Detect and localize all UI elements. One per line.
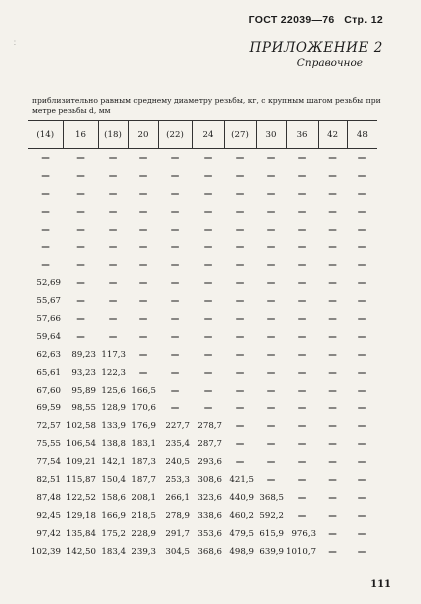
table-cell: — bbox=[203, 260, 213, 271]
table-cell: — bbox=[138, 278, 148, 289]
table-cell: — bbox=[357, 492, 367, 503]
column-header: 48 bbox=[347, 121, 377, 149]
table-cell: — bbox=[328, 510, 337, 521]
table-cell: — bbox=[170, 349, 180, 360]
table-cell: 89,23 bbox=[71, 349, 96, 360]
table-cell: — bbox=[328, 457, 337, 468]
table-cell: 338,6 bbox=[197, 510, 222, 521]
table-row bbox=[28, 435, 377, 453]
table-cell: — bbox=[297, 421, 307, 432]
table-cell: 240,5 bbox=[165, 457, 190, 468]
table-cell: — bbox=[108, 331, 118, 342]
table-row bbox=[28, 167, 377, 185]
table-cell: — bbox=[203, 242, 213, 253]
table-cell: — bbox=[235, 152, 245, 163]
table-cell: — bbox=[297, 439, 307, 450]
table-cell: 615,9 bbox=[259, 528, 284, 539]
table-cell: — bbox=[357, 403, 367, 414]
table-row bbox=[28, 238, 377, 256]
table-cell: — bbox=[235, 206, 245, 217]
table-cell: — bbox=[328, 349, 337, 360]
table-cell: 133,9 bbox=[101, 421, 126, 432]
table-cell: 253,3 bbox=[165, 474, 190, 485]
table-cell: — bbox=[203, 152, 213, 163]
table-cell: 183,1 bbox=[131, 439, 156, 450]
table-row bbox=[28, 149, 377, 167]
page-number: 111 bbox=[370, 579, 391, 590]
table-cell: 125,6 bbox=[101, 385, 126, 396]
table-cell: 59,64 bbox=[36, 331, 61, 342]
table-cell: — bbox=[170, 260, 180, 271]
standard-number: ГОСТ 22039—76 bbox=[248, 14, 335, 26]
table-row bbox=[28, 292, 377, 310]
table-cell: — bbox=[138, 313, 148, 324]
table-cell: — bbox=[266, 367, 276, 378]
table-cell: 72,57 bbox=[36, 421, 61, 432]
table-cell: — bbox=[138, 170, 148, 181]
table-cell: — bbox=[297, 206, 307, 217]
table-row bbox=[28, 543, 377, 561]
table-cell: — bbox=[266, 457, 276, 468]
table-cell: 102,58 bbox=[65, 421, 96, 432]
table-cell: — bbox=[297, 349, 307, 360]
table-cell: 115,87 bbox=[65, 474, 96, 485]
table-cell: — bbox=[235, 242, 245, 253]
table-caption: приблизительно равным среднему диаметру резьбы, кг, с крупным шагом резьбы при метре резьбы d, мм bbox=[32, 96, 381, 115]
table-cell: 440,9 bbox=[229, 492, 254, 503]
table-cell: 368,5 bbox=[259, 492, 284, 503]
table-row bbox=[28, 203, 377, 221]
table-cell: — bbox=[328, 224, 337, 235]
table-cell: — bbox=[328, 170, 337, 181]
table-cell: — bbox=[138, 206, 148, 217]
table-cell: — bbox=[328, 278, 337, 289]
table-cell: — bbox=[328, 367, 337, 378]
table-cell: — bbox=[328, 546, 337, 557]
table-cell: — bbox=[76, 152, 85, 163]
table-cell: — bbox=[203, 385, 213, 396]
table-cell: — bbox=[170, 188, 180, 199]
table-cell: — bbox=[203, 331, 213, 342]
table-cell: — bbox=[76, 242, 85, 253]
table-cell: — bbox=[235, 260, 245, 271]
table-cell: — bbox=[266, 170, 276, 181]
table-cell: — bbox=[170, 278, 180, 289]
table-cell: 293,6 bbox=[197, 457, 222, 468]
table-cell: — bbox=[76, 260, 85, 271]
table-cell: — bbox=[266, 278, 276, 289]
table-cell: — bbox=[328, 439, 337, 450]
table-cell: — bbox=[297, 242, 307, 253]
table-cell: — bbox=[357, 188, 367, 199]
table-cell: 266,1 bbox=[165, 492, 190, 503]
table-cell: — bbox=[203, 206, 213, 217]
table-cell: — bbox=[266, 403, 276, 414]
table-cell: — bbox=[297, 296, 307, 307]
table-cell: — bbox=[41, 152, 50, 163]
table-row bbox=[28, 525, 377, 543]
table-cell: — bbox=[235, 170, 245, 181]
table-cell: 97,42 bbox=[36, 528, 61, 539]
table-row bbox=[28, 417, 377, 435]
table-row bbox=[28, 364, 377, 382]
table-cell: — bbox=[170, 170, 180, 181]
table-cell: 95,89 bbox=[71, 385, 96, 396]
table-cell: 150,4 bbox=[101, 474, 126, 485]
table-cell: — bbox=[203, 278, 213, 289]
table-cell: — bbox=[203, 367, 213, 378]
table-cell: 187,7 bbox=[131, 474, 156, 485]
table-row bbox=[28, 328, 377, 346]
column-header: 30 bbox=[256, 121, 286, 149]
table-cell: — bbox=[76, 296, 85, 307]
table-cell: — bbox=[76, 278, 85, 289]
table-header-row bbox=[28, 121, 377, 149]
table-row bbox=[28, 399, 377, 417]
table-cell: — bbox=[203, 313, 213, 324]
table-cell: — bbox=[266, 152, 276, 163]
table-cell: — bbox=[357, 528, 367, 539]
table-cell: — bbox=[170, 367, 180, 378]
column-header: (22) bbox=[158, 121, 192, 149]
table-cell: — bbox=[235, 367, 245, 378]
table-cell: — bbox=[235, 296, 245, 307]
table-cell: — bbox=[108, 152, 118, 163]
table-cell: — bbox=[108, 296, 118, 307]
table-cell: — bbox=[297, 313, 307, 324]
table-row bbox=[28, 346, 377, 364]
table-cell: — bbox=[108, 242, 118, 253]
table-cell: — bbox=[235, 349, 245, 360]
table-cell: — bbox=[41, 224, 50, 235]
table-cell: — bbox=[357, 170, 367, 181]
table-cell: — bbox=[203, 349, 213, 360]
table-cell: — bbox=[108, 224, 118, 235]
table-cell: — bbox=[138, 296, 148, 307]
table-cell: 278,9 bbox=[165, 510, 190, 521]
table-cell: 170,6 bbox=[131, 403, 156, 414]
table-cell: — bbox=[297, 385, 307, 396]
table-cell: 142,50 bbox=[65, 546, 96, 557]
table-cell: 308,6 bbox=[197, 474, 222, 485]
table-cell: — bbox=[235, 278, 245, 289]
table-cell: 77,54 bbox=[36, 457, 61, 468]
table-cell: 75,55 bbox=[36, 439, 61, 450]
table-cell: — bbox=[357, 474, 367, 485]
table-body bbox=[28, 149, 377, 561]
table-cell: 278,7 bbox=[197, 421, 222, 432]
table-cell: — bbox=[41, 188, 50, 199]
table-cell: 592,2 bbox=[259, 510, 284, 521]
table-cell: — bbox=[76, 313, 85, 324]
table-cell: 208,1 bbox=[131, 492, 156, 503]
column-header: 24 bbox=[192, 121, 224, 149]
table-cell: 479,5 bbox=[229, 528, 254, 539]
table-cell: — bbox=[328, 313, 337, 324]
table-cell: 287,7 bbox=[197, 439, 222, 450]
table-cell: 122,3 bbox=[101, 367, 126, 378]
table-cell: — bbox=[170, 331, 180, 342]
table-cell: — bbox=[138, 242, 148, 253]
table-cell: — bbox=[357, 439, 367, 450]
table-cell: — bbox=[328, 296, 337, 307]
table-cell: 142,1 bbox=[101, 457, 126, 468]
table-cell: — bbox=[266, 188, 276, 199]
column-header: (27) bbox=[224, 121, 256, 149]
table-row bbox=[28, 471, 377, 489]
column-header: 16 bbox=[63, 121, 98, 149]
table-cell: — bbox=[138, 188, 148, 199]
table-cell: — bbox=[297, 188, 307, 199]
table-cell: — bbox=[170, 224, 180, 235]
table-cell: — bbox=[235, 439, 245, 450]
table-cell: — bbox=[138, 260, 148, 271]
table-cell: — bbox=[41, 170, 50, 181]
column-header: (14) bbox=[28, 121, 63, 149]
page-label: Стр. 12 bbox=[344, 14, 383, 26]
table-cell: — bbox=[76, 170, 85, 181]
page-header bbox=[249, 14, 383, 26]
table-cell: — bbox=[328, 385, 337, 396]
table-cell: — bbox=[328, 331, 337, 342]
table-cell: 175,2 bbox=[101, 528, 126, 539]
table-cell: 235,4 bbox=[165, 439, 190, 450]
table-cell: — bbox=[357, 152, 367, 163]
table-cell: 639,9 bbox=[259, 546, 284, 557]
table-cell: — bbox=[328, 242, 337, 253]
table-row bbox=[28, 185, 377, 203]
table-cell: — bbox=[328, 421, 337, 432]
table-cell: 98,55 bbox=[71, 403, 96, 414]
table-cell: — bbox=[203, 224, 213, 235]
table-row bbox=[28, 256, 377, 274]
table-cell: — bbox=[357, 510, 367, 521]
table-cell: — bbox=[170, 296, 180, 307]
table-cell: — bbox=[328, 474, 337, 485]
table-cell: 69,59 bbox=[36, 403, 61, 414]
table-cell: — bbox=[297, 510, 307, 521]
table-cell: — bbox=[266, 349, 276, 360]
table-cell: — bbox=[235, 457, 245, 468]
table-cell: — bbox=[297, 224, 307, 235]
table-cell: — bbox=[297, 152, 307, 163]
table-row bbox=[28, 382, 377, 400]
table-cell: 135,84 bbox=[65, 528, 96, 539]
table-cell: — bbox=[357, 224, 367, 235]
table-cell: — bbox=[297, 170, 307, 181]
table-cell: — bbox=[76, 224, 85, 235]
table-cell: — bbox=[297, 260, 307, 271]
table-cell: — bbox=[138, 367, 148, 378]
table-cell: — bbox=[328, 188, 337, 199]
table-cell: — bbox=[170, 313, 180, 324]
table-cell: — bbox=[328, 528, 337, 539]
table-cell: — bbox=[41, 242, 50, 253]
table-cell: 1010,7 bbox=[286, 546, 317, 557]
column-header: 20 bbox=[128, 121, 158, 149]
table-cell: — bbox=[328, 403, 337, 414]
table-cell: — bbox=[138, 349, 148, 360]
table-cell: 138,8 bbox=[101, 439, 126, 450]
table-cell: — bbox=[203, 170, 213, 181]
table-cell: 218,5 bbox=[131, 510, 156, 521]
table-cell: — bbox=[108, 170, 118, 181]
table-cell: 291,7 bbox=[165, 528, 190, 539]
table-cell: — bbox=[108, 260, 118, 271]
table-cell: — bbox=[297, 278, 307, 289]
table-cell: 102,39 bbox=[30, 546, 61, 557]
table-cell: 122,52 bbox=[65, 492, 96, 503]
table-cell: — bbox=[266, 421, 276, 432]
data-table bbox=[28, 120, 377, 560]
table-cell: 228,9 bbox=[131, 528, 156, 539]
table-cell: — bbox=[328, 152, 337, 163]
table-cell: — bbox=[138, 152, 148, 163]
table-cell: — bbox=[138, 331, 148, 342]
table-cell: — bbox=[76, 331, 85, 342]
column-header: (18) bbox=[98, 121, 128, 149]
table-cell: 353,6 bbox=[197, 528, 222, 539]
table-cell: — bbox=[170, 152, 180, 163]
column-header: 42 bbox=[318, 121, 347, 149]
table-cell: — bbox=[297, 403, 307, 414]
table-cell: — bbox=[266, 206, 276, 217]
table-row bbox=[28, 453, 377, 471]
table-cell: — bbox=[108, 188, 118, 199]
table-cell: — bbox=[297, 492, 307, 503]
table-cell: 460,2 bbox=[229, 510, 254, 521]
table-cell: 128,9 bbox=[101, 403, 126, 414]
table-cell: 117,3 bbox=[101, 349, 126, 360]
table-cell: — bbox=[357, 206, 367, 217]
punch-hole-mark: ⁚ bbox=[14, 40, 16, 47]
table-cell: 976,3 bbox=[291, 528, 317, 539]
table-cell: — bbox=[297, 474, 307, 485]
table-cell: — bbox=[76, 188, 85, 199]
table-cell: — bbox=[235, 331, 245, 342]
table-row bbox=[28, 489, 377, 507]
column-header: 36 bbox=[286, 121, 318, 149]
table-cell: — bbox=[357, 278, 367, 289]
table-cell: — bbox=[170, 403, 180, 414]
table-cell: — bbox=[235, 313, 245, 324]
table-cell: — bbox=[266, 224, 276, 235]
table-cell: — bbox=[235, 224, 245, 235]
table-cell: — bbox=[357, 242, 367, 253]
table-cell: — bbox=[266, 331, 276, 342]
table-cell: — bbox=[170, 242, 180, 253]
table-cell: — bbox=[357, 385, 367, 396]
table-cell: 62,63 bbox=[36, 349, 61, 360]
table-cell: — bbox=[235, 421, 245, 432]
table-cell: 239,3 bbox=[131, 546, 156, 557]
table-cell: 65,61 bbox=[36, 367, 61, 378]
table-cell: — bbox=[297, 367, 307, 378]
table-cell: — bbox=[266, 242, 276, 253]
table-cell: 421,5 bbox=[229, 474, 254, 485]
table-cell: 87,48 bbox=[36, 492, 61, 503]
table-cell: — bbox=[328, 492, 337, 503]
table-cell: — bbox=[235, 385, 245, 396]
table-cell: — bbox=[203, 188, 213, 199]
table-cell: 67,60 bbox=[36, 385, 61, 396]
table-cell: — bbox=[357, 260, 367, 271]
table-cell: 92,45 bbox=[36, 510, 61, 521]
table-cell: 166,9 bbox=[101, 510, 126, 521]
table-cell: 57,66 bbox=[36, 313, 61, 324]
table-cell: — bbox=[328, 206, 337, 217]
table-cell: — bbox=[357, 331, 367, 342]
table-cell: — bbox=[328, 260, 337, 271]
table-cell: — bbox=[266, 439, 276, 450]
table-cell: 106,54 bbox=[65, 439, 96, 450]
table-cell: — bbox=[357, 457, 367, 468]
table-cell: 227,7 bbox=[165, 421, 190, 432]
table-cell: — bbox=[297, 457, 307, 468]
table-cell: — bbox=[41, 206, 50, 217]
table-cell: — bbox=[357, 421, 367, 432]
table-cell: — bbox=[266, 260, 276, 271]
table-cell: 368,6 bbox=[197, 546, 222, 557]
table-cell: 304,5 bbox=[165, 546, 190, 557]
table-cell: — bbox=[203, 296, 213, 307]
table-cell: 158,6 bbox=[101, 492, 126, 503]
table-cell: — bbox=[108, 278, 118, 289]
table-cell: 166,5 bbox=[131, 385, 156, 396]
table-cell: — bbox=[170, 385, 180, 396]
table-cell: 55,67 bbox=[36, 296, 61, 307]
table-cell: — bbox=[357, 367, 367, 378]
table-cell: — bbox=[108, 206, 118, 217]
table-cell: 109,21 bbox=[65, 457, 96, 468]
table-cell: — bbox=[266, 296, 276, 307]
table-cell: 183,4 bbox=[101, 546, 126, 557]
table-cell: — bbox=[235, 403, 245, 414]
table-cell: — bbox=[266, 385, 276, 396]
table-cell: — bbox=[41, 260, 50, 271]
appendix-subtitle: Справочное bbox=[296, 57, 363, 69]
table-cell: — bbox=[170, 206, 180, 217]
table-row bbox=[28, 274, 377, 292]
table-row bbox=[28, 221, 377, 239]
table-cell: 187,3 bbox=[131, 457, 156, 468]
table-cell: 82,51 bbox=[36, 474, 61, 485]
table-cell: 176,9 bbox=[131, 421, 156, 432]
table-cell: — bbox=[357, 296, 367, 307]
table-cell: 129,18 bbox=[65, 510, 96, 521]
table-cell: — bbox=[297, 331, 307, 342]
table-cell: 93,23 bbox=[71, 367, 96, 378]
table-cell: — bbox=[235, 188, 245, 199]
table-cell: 498,9 bbox=[229, 546, 254, 557]
table-cell: — bbox=[203, 403, 213, 414]
table-cell: — bbox=[357, 349, 367, 360]
table-cell: — bbox=[266, 474, 276, 485]
table-cell: 52,69 bbox=[36, 278, 61, 289]
table-cell: — bbox=[138, 224, 148, 235]
table-cell: — bbox=[357, 313, 367, 324]
table-cell: — bbox=[357, 546, 367, 557]
table-cell: — bbox=[108, 313, 118, 324]
table-row bbox=[28, 310, 377, 328]
appendix-title: ПРИЛОЖЕНИЕ 2 bbox=[249, 40, 383, 56]
table-cell: — bbox=[266, 313, 276, 324]
table-cell: — bbox=[76, 206, 85, 217]
table-row bbox=[28, 507, 377, 525]
table-cell: 323,6 bbox=[197, 492, 222, 503]
